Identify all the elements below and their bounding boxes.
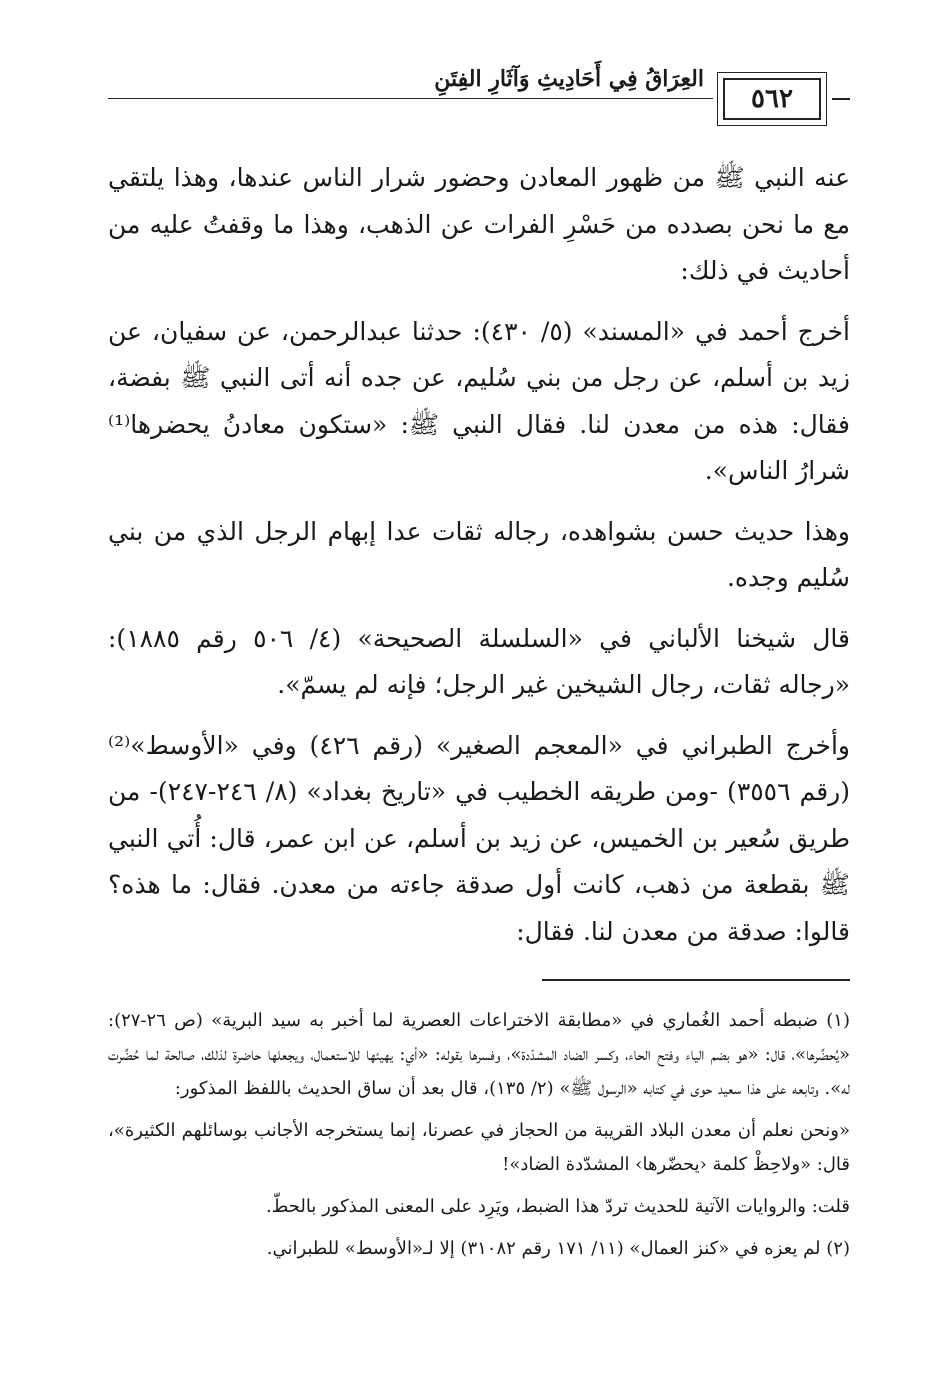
paragraph: أخرج أحمد في «المسند» (٥/ ٤٣٠): حدثنا عبدالرحمن، عن سفيان، عن زيد بن أسلم، عن رجل من بني سُليم، عن جده أنه أتى النبي ﷺ بفضة، فقال: هذه من معدن لنا. فقال النبي ﷺ: «ستكون معادنُ يحضرها⁽¹⁾ شرارُ الناس». <box>108 316 850 485</box>
footnote: (١) ضبطه أحمد الغُماري في «مطابقة الاختراعات العصرية لما أخبر به سيد البرية» (ص ٢٦-٢٧): «يُحضِّرها»، قال: «هو بضم الياء وفتح الحاء، وكسر الضاد المشدّدة»، وفسرها بقوله: «أي: يهيئها للاستعمال، ويجعلها حاضرة لذلك، صالحة لما حُضِّرت له». وتابعه على هذا سعيد حوى في كتابه «الرسول ﷺ» (٢/ ١٣٥)، قال بعد أن ساق الحديث باللفظ المذكور: <box>108 1010 850 1099</box>
running-title <box>130 66 710 92</box>
footnote-quote: «ونحن نعلم أن معدن البلاد القريبة من الحجاز في عصرنا، إنما يستخرجه الأجانب بوسائلهم الكثيرة»، قال: «ولاحِظْ كلمة ‹يحضّرها› المشدّدة الضاد»! <box>108 1120 850 1175</box>
page-number: ٥٦٢ <box>723 78 821 120</box>
footnote-separator <box>542 979 850 981</box>
paragraph: عنه النبي ﷺ من ظهور المعادن وحضور شرار الناس عندها، وهذا يلتقي مع ما نحن بصدده من حَسْرِ الفرات عن الذهب، وهذا ما وقفتُ عليه من أحاديث في ذلك: <box>108 163 850 285</box>
footnote: (٢) لم يعزه في «كنز العمال» (١١/ ١٧١ رقم ٣١٠٨٢) إلا لـ«الأوسط» للطبراني. <box>266 1238 850 1259</box>
running-title-text: العِرَاقُ فِي أَحَادِيثِ وَآثَارِ الفِتَنِ <box>428 66 710 92</box>
main-text <box>108 155 850 969</box>
header-rule-right <box>832 98 850 100</box>
page-header <box>0 64 946 134</box>
paragraph: وهذا حديث حسن بشواهده، رجاله ثقات عدا إبهام الرجل الذي من بني سُليم وجده. <box>108 516 850 592</box>
paragraph: قال شيخنا الألباني في «السلسلة الصحيحة» (٤/ ٥٠٦ رقم ١٨٨٥): «رجاله ثقات، رجال الشيخين غير الرجل؛ فإنه لم يسمّ». <box>108 623 850 699</box>
paragraph: وأخرج الطبراني في «المعجم الصغير» (رقم ٤٢٦) وفي «الأوسط»⁽²⁾ (رقم ٣٥٥٦) -ومن طريقه الخطيب في «تاريخ بغداد» (٨/ ٢٤٦-٢٤٧)- من طريق سُعير بن الخميس، عن زيد بن أسلم، عن ابن عمر، قال: أُتي النبي ﷺ بقطعة من ذهب، كانت أول صدقة جاءته من معدن. فقال: ما هذه؟ قالوا: صدقة من معدن لنا. فقال: <box>108 730 850 946</box>
footnote-comment: قلت: والروايات الآتية للحديث تردّ هذا الضبط، ويَرِد على المعنى المذكور بالحطّ. <box>265 1196 850 1217</box>
header-rule-left <box>108 98 713 99</box>
footnotes <box>108 1004 850 1274</box>
